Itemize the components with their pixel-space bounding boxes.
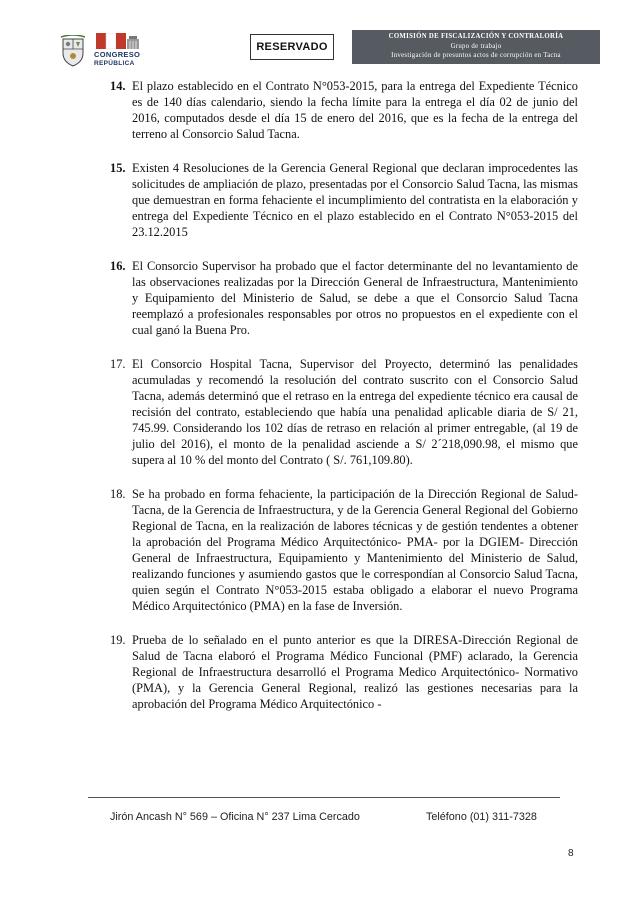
- paragraph-number: 15.: [110, 161, 126, 175]
- paragraph-text: El Consorcio Hospital Tacna, Supervisor del Proyecto, determinó las penalidades acumuladas y recomendó la resolución del contrato suscrito con el Consorcio Salud Tacna, además determinó que el retraso en la entrega del expediente técnico era causal de recisión del contrato, estableciendo que había una penalidad aplicable diaria de S/ 21, 745.99. Considerando los 102 días de retraso en relación al primer entregable, (al 19 de julio del 2016), el monto de la penalidad asciende a S/ 2´218,090.98, el mismo que supera al 10 % del monto del Contrato ( S/. 761,109.80).: [132, 357, 578, 467]
- paragraph-18: [110, 486, 578, 614]
- paragraph-14: [110, 78, 578, 142]
- reserved-label: RESERVADO: [250, 34, 334, 60]
- commission-group: Grupo de trabajo: [450, 42, 502, 50]
- congress-building-icon: [96, 33, 140, 49]
- paragraph-number: 18.: [110, 487, 126, 501]
- footer-divider: [88, 797, 560, 798]
- paragraph-text: El Consorcio Supervisor ha probado que el factor determinante del no levantamiento de las observaciones realizadas por la Dirección General de Infraestructura, Mantenimiento y Equipamiento del Ministerio de Salud, se debe a que el Consorcio Salud Tacna reemplazó a profesionales responsables por otros no propuestos en el expediente con el cual ganó la Buena Pro.: [132, 259, 578, 337]
- paragraph-15: [110, 160, 578, 240]
- footer-address: Jirón Ancash N° 569 – Oficina N° 237 Lima Cercado: [110, 811, 360, 823]
- congress-logo: [60, 33, 140, 71]
- commission-subtitle: Investigación de presuntos actos de corrupción en Tacna: [391, 52, 561, 59]
- paragraph-text: Se ha probado en forma fehaciente, la participación de la Dirección Regional de Salud- Tacna, de la Gerencia de Infraestructura, y de la Gerencia General Regional del Gobierno Regional de Tacna, en la realización de labores técnicas y de gestión tendentes a obtener la aprobación del Programa Médico Arquitectónico- PMA- por la DGIEM- Dirección General de Infraestructura, Equipamiento y Mantenimiento del Ministerio de Salud, realizando funciones y asumiendo gastos que le correspondían al Consorcio Salud Tacna, quien según el Contrato N°053-2015 estaba obligado a elaborar el nuevo Programa Médico Arquitectónico (PMA) en la fase de Inversión.: [132, 487, 578, 613]
- paragraph-number: 17.: [110, 357, 126, 371]
- logo-text-congreso: CONGRESO: [94, 50, 141, 59]
- paragraph-number: 14.: [110, 79, 126, 93]
- commission-banner: [352, 30, 600, 64]
- paragraph-19: [110, 632, 578, 712]
- peru-coat-of-arms-icon: [60, 35, 86, 67]
- paragraph-text: Prueba de lo señalado en el punto anterior es que la DIRESA-Dirección Regional de Salud de Tacna elaboró el Programa Médico Funcional (PMF) aclarado, la Gerencia Regional de Infraestructura desarrolló el Programa Medico Arquitectónico- Normativo (PMA), y la Gerencia General Regional, realizó las gestiones necesarias para la aprobación del Programa Médico Arquitectónico -: [132, 633, 578, 711]
- paragraph-16: [110, 258, 578, 338]
- commission-title: COMISIÓN DE FISCALIZACIÓN Y CONTRALORÍA: [388, 33, 564, 40]
- paragraph-text: Existen 4 Resoluciones de la Gerencia General Regional que declaran improcedentes las solicitudes de ampliación de plazo, presentadas por el Consorcio Salud Tacna, las mismas que demuestran en forma fehaciente el incumplimiento del contratista en la elaboración y entrega del Expediente Técnico en el plazo establecido en el Contrato N°053-2015 del 23.12.2015: [132, 161, 578, 239]
- logo-text-republica: REPÚBLICA: [94, 60, 135, 67]
- paragraph-text: El plazo establecido en el Contrato N°053-2015, para la entrega del Expediente Técnico es de 140 días calendario, siendo la fecha límite para la entrega el día 02 de junio del 2016, computados desde el día 15 de enero del 2016, que es la fecha de la entrega del terreno al Consorcio Salud Tacna.: [132, 79, 578, 141]
- document-body: [110, 78, 578, 730]
- footer-phone: Teléfono (01) 311-7328: [426, 811, 537, 823]
- paragraph-number: 19.: [110, 633, 126, 647]
- paragraph-number: 16.: [110, 259, 126, 273]
- paragraph-17: [110, 356, 578, 468]
- page-number: 8: [568, 848, 574, 859]
